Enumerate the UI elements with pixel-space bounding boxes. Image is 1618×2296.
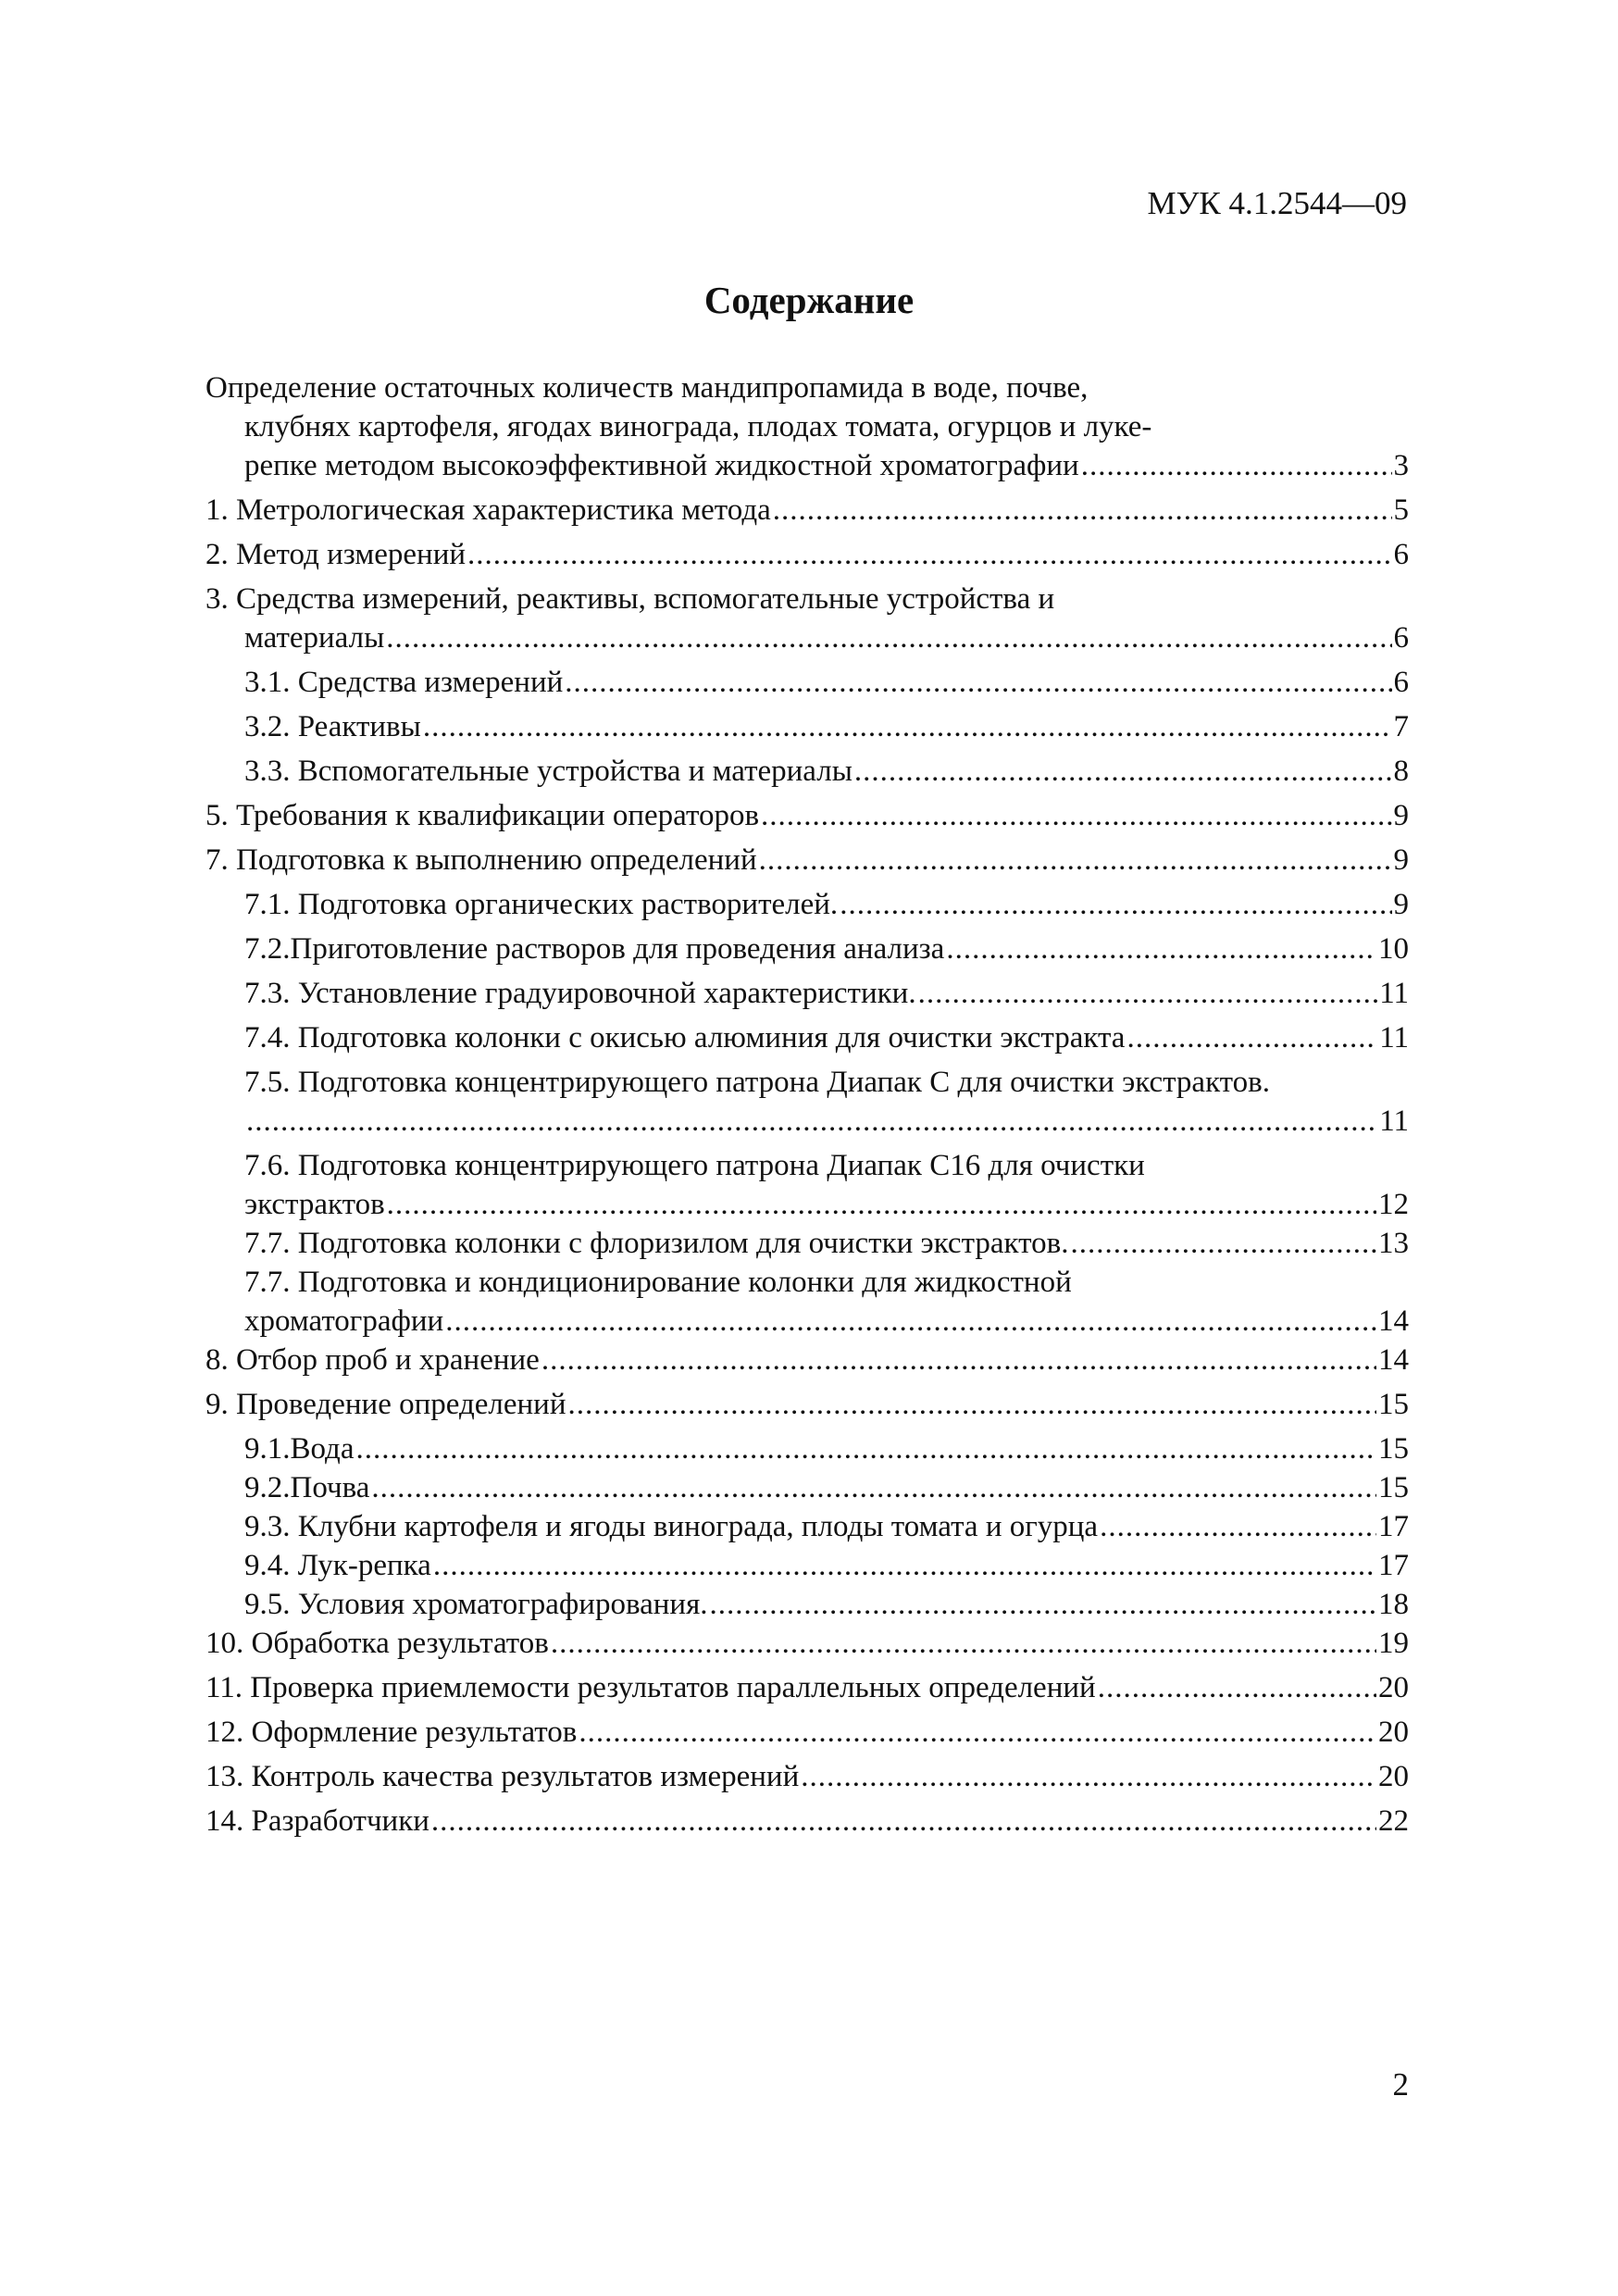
toc-entry-intro[interactable] (205, 368, 1409, 485)
toc-entry-text: 3.2. Реактивы (244, 710, 421, 743)
dot-leader (445, 1302, 1376, 1341)
toc-page-number: 15 (1378, 1388, 1409, 1421)
dot-leader (773, 491, 1392, 530)
toc-entry-11[interactable] (205, 1668, 1409, 1707)
toc-entry-7-3[interactable] (205, 974, 1409, 1013)
toc-entry-1[interactable] (205, 491, 1409, 530)
toc-page-number: 15 (1378, 1471, 1409, 1504)
dot-leader (356, 1429, 1377, 1468)
dot-leader (918, 974, 1378, 1013)
toc-page-number: 17 (1378, 1549, 1409, 1582)
page-title: Содержание (703, 279, 915, 321)
toc-entry-text: 9.3. Клубни картофеля и ягоды винограда, плоды томата и огурца (244, 1510, 1099, 1543)
dot-leader (568, 1385, 1377, 1424)
toc-page-number: 11 (1379, 1104, 1409, 1138)
toc-entry-7-6[interactable] (205, 1146, 1409, 1224)
toc-entry-text: 7.3. Установление градуировочной характеристики. (244, 977, 916, 1010)
toc-page-number: 9 (1393, 799, 1409, 832)
toc-entry-7-2[interactable] (205, 930, 1409, 968)
toc-entry-text: 13. Контроль качества результатов измерений (205, 1760, 800, 1793)
toc-entry-9-1[interactable] (205, 1429, 1409, 1468)
toc-entry-3[interactable] (205, 580, 1409, 657)
toc-entry-12[interactable] (205, 1713, 1409, 1752)
toc-entry-text: репке методом высокоэффективной жидкостной хроматографии (244, 449, 1079, 482)
table-of-contents (205, 368, 1409, 1841)
toc-page-number: 10 (1378, 932, 1409, 966)
toc-page-number: 22 (1378, 1804, 1409, 1838)
toc-page-number: 20 (1378, 1760, 1409, 1793)
toc-page-number: 8 (1393, 755, 1409, 788)
dot-leader (433, 1546, 1376, 1585)
toc-entry-text: 3.1. Средства измерений (244, 666, 564, 699)
dot-leader (759, 841, 1392, 880)
dot-leader (551, 1624, 1376, 1663)
dot-leader (710, 1585, 1376, 1624)
toc-entry-text: 7.6. Подготовка концентрирующего патрона Диапак С16 для очистки (244, 1149, 1145, 1182)
toc-entry-text: экстрактов (244, 1188, 385, 1221)
toc-entry-text: материалы (244, 621, 385, 655)
toc-entry-text: 10. Обработка результатов (205, 1627, 549, 1660)
toc-entry-text: 3. Средства измерений, реактивы, вспомогательные устройства и (205, 582, 1055, 616)
toc-page-number: 6 (1393, 538, 1409, 571)
toc-page-number: 9 (1393, 843, 1409, 877)
dot-leader (1081, 446, 1392, 485)
dot-leader (246, 1102, 1377, 1141)
toc-entry-text: 7.5. Подготовка концентрирующего патрона Диапак С для очистки экстрактов. (244, 1066, 1270, 1099)
dot-leader (579, 1713, 1376, 1752)
toc-entry-7-7-florisil[interactable] (205, 1224, 1409, 1263)
toc-entry-7-4[interactable] (205, 1018, 1409, 1057)
toc-entry-text: 9. Проведение определений (205, 1388, 566, 1421)
toc-page-number: 11 (1379, 1021, 1409, 1054)
dot-leader (431, 1802, 1376, 1841)
document-code: МУК 4.1.2544—09 (1147, 185, 1407, 221)
toc-page-number: 20 (1378, 1716, 1409, 1749)
toc-entry-7-1[interactable] (205, 885, 1409, 924)
toc-entry-10[interactable] (205, 1624, 1409, 1663)
dot-leader (1070, 1224, 1376, 1263)
toc-entry-text: 9.4. Лук-репка (244, 1549, 431, 1582)
toc-entry-text: 7.7. Подготовка колонки с флоризилом для очистки экстрактов. (244, 1227, 1069, 1260)
toc-entry-9-5[interactable] (205, 1585, 1409, 1624)
dot-leader (1126, 1018, 1377, 1057)
toc-page-number: 15 (1378, 1432, 1409, 1466)
toc-page-number: 7 (1393, 710, 1409, 743)
toc-page-number: 11 (1379, 977, 1409, 1010)
page-number: 2 (1392, 2066, 1409, 2103)
toc-entry-9-4[interactable] (205, 1546, 1409, 1585)
toc-entry-text: 12. Оформление результатов (205, 1716, 578, 1749)
toc-page-number: 13 (1378, 1227, 1409, 1260)
toc-entry-7-7-conditioning[interactable] (205, 1263, 1409, 1341)
toc-entry-9[interactable] (205, 1385, 1409, 1424)
toc-entry-text: 9.1.Вода (244, 1432, 355, 1466)
toc-entry-text: 8. Отбор проб и хранение (205, 1343, 540, 1377)
toc-entry-text: 5. Требования к квалификации операторов (205, 799, 760, 832)
toc-entry-text: 7.1. Подготовка органических растворителей. (244, 888, 839, 921)
toc-page-number: 3 (1393, 449, 1409, 482)
toc-entry-7-5[interactable] (205, 1063, 1409, 1141)
toc-entry-text: 2. Метод измерений (205, 538, 467, 571)
toc-page-number: 12 (1378, 1188, 1409, 1221)
dot-leader (371, 1468, 1376, 1507)
toc-page-number: 6 (1393, 621, 1409, 655)
dot-leader (1100, 1507, 1376, 1546)
dot-leader (467, 535, 1391, 574)
dot-leader (387, 1185, 1376, 1224)
toc-entry-text: 7.7. Подготовка и кондиционирование колонки для жидкостной (244, 1266, 1072, 1299)
toc-page-number: 6 (1393, 666, 1409, 699)
toc-entry-2[interactable] (205, 535, 1409, 574)
toc-entry-text: клубнях картофеля, ягодах винограда, плодах томата, огурцов и луке- (244, 410, 1152, 443)
toc-entry-text: 7. Подготовка к выполнению определений (205, 843, 757, 877)
toc-entry-text: 9.2.Почва (244, 1471, 370, 1504)
dot-leader (1098, 1668, 1376, 1707)
dot-leader (386, 618, 1391, 657)
toc-entry-text: хроматографии (244, 1304, 444, 1338)
toc-page-number: 19 (1378, 1627, 1409, 1660)
toc-page-number: 14 (1378, 1304, 1409, 1338)
toc-entry-13[interactable] (205, 1757, 1409, 1796)
dot-leader (565, 663, 1391, 702)
toc-page-number: 18 (1378, 1588, 1409, 1621)
toc-page-number: 20 (1378, 1671, 1409, 1704)
toc-entry-text: 7.4. Подготовка колонки с окисью алюминия для очистки экстракта (244, 1021, 1126, 1054)
toc-entry-14[interactable] (205, 1802, 1409, 1841)
toc-entry-text: 11. Проверка приемлемости результатов параллельных определений (205, 1671, 1096, 1704)
toc-page-number: 9 (1393, 888, 1409, 921)
toc-entry-9-3[interactable] (205, 1507, 1409, 1546)
dot-leader (854, 752, 1392, 791)
toc-entry-5[interactable] (205, 796, 1409, 835)
dot-leader (541, 1341, 1376, 1379)
dot-leader (840, 885, 1391, 924)
toc-entry-text: 9.5. Условия хроматографирования. (244, 1588, 708, 1621)
toc-page-number: 14 (1378, 1343, 1409, 1377)
toc-page-number: 5 (1393, 493, 1409, 527)
toc-entry-text: 1. Метрологическая характеристика метода (205, 493, 771, 527)
toc-entry-text: 7.2.Приготовление растворов для проведения анализа (244, 932, 945, 966)
toc-entry-8[interactable] (205, 1341, 1409, 1379)
toc-entry-text: 3.3. Вспомогательные устройства и материалы (244, 755, 853, 788)
toc-entry-7[interactable] (205, 841, 1409, 880)
toc-entry-text: Определение остаточных количеств мандипропамида в воде, почве, (205, 371, 1089, 405)
toc-entry-3-3[interactable] (205, 752, 1409, 791)
dot-leader (801, 1757, 1376, 1796)
toc-entry-9-2[interactable] (205, 1468, 1409, 1507)
toc-page-number: 17 (1378, 1510, 1409, 1543)
dot-leader (423, 707, 1392, 746)
toc-entry-text: 14. Разработчики (205, 1804, 429, 1838)
toc-entry-3-2[interactable] (205, 707, 1409, 746)
dot-leader (761, 796, 1391, 835)
dot-leader (946, 930, 1376, 968)
toc-entry-3-1[interactable] (205, 663, 1409, 702)
